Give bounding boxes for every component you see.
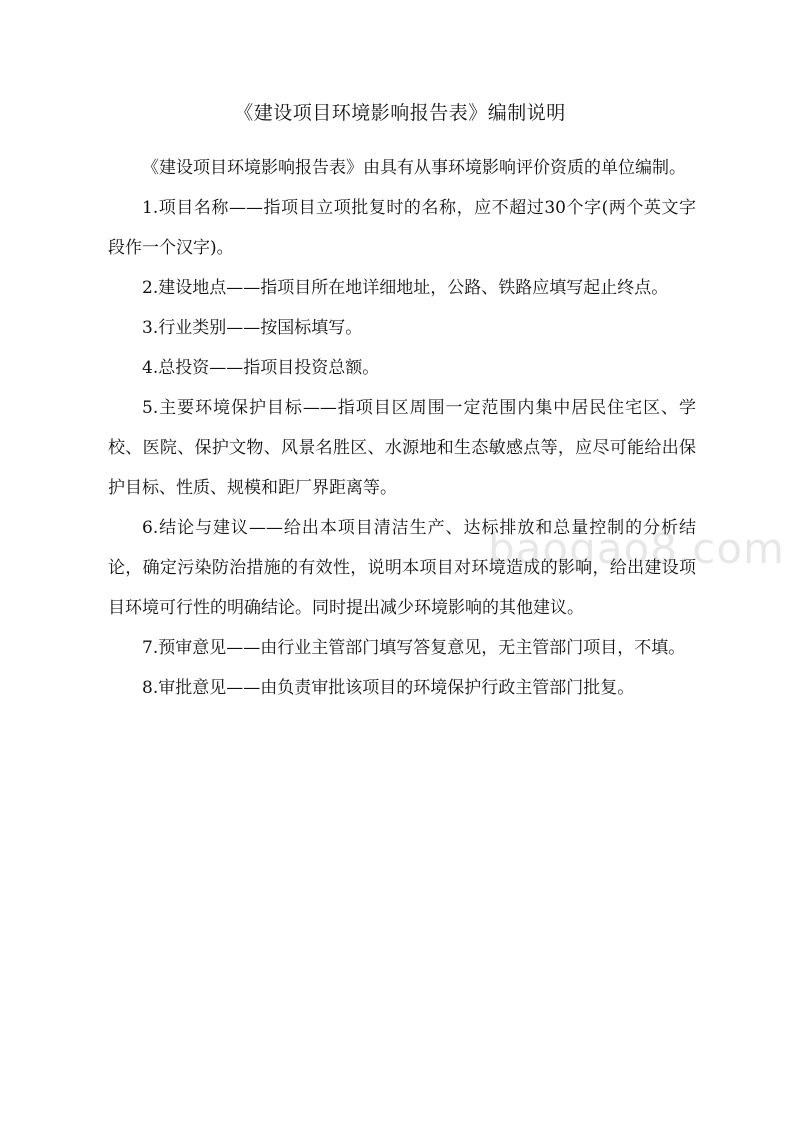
document-body xyxy=(108,148,696,708)
paragraph-item-8: 8.审批意见——由负责审批该项目的环境保护行政主管部门批复。 xyxy=(142,678,635,698)
paragraph-intro: 《建设项目环境影响报告表》由具有从事环境影响评价资质的单位编制。 xyxy=(142,158,686,178)
paragraph-item-1: 1.项目名称——指项目立项批复时的名称，应不超过30个字(两个英文字段作一个汉字)。 xyxy=(108,198,696,258)
paragraph-item-3: 3.行业类别——按国标填写。 xyxy=(142,318,363,338)
paragraph-item-6: 6.结论与建议——给出本项目清洁生产、达标排放和总量控制的分析结论，确定污染防治措施的有效性，说明本项目对环境造成的影响，给出建设项目环境可行性的明确结论。同时提出减少环境影响的其他建议。 xyxy=(108,518,696,618)
paragraph-item-5: 5.主要环境保护目标——指项目区周围一定范围内集中居民住宅区、学校、医院、保护文物、风景名胜区、水源地和生态敏感点等，应尽可能给出保护目标、性质、规模和距厂界距离等。 xyxy=(108,398,696,498)
paragraph-item-2: 2.建设地点——指项目所在地详细地址，公路、铁路应填写起止终点。 xyxy=(142,278,669,298)
paragraph-item-4: 4.总投资——指项目投资总额。 xyxy=(142,358,380,378)
document-title: 《建设项目环境影响报告表》编制说明 xyxy=(234,102,566,124)
paragraph-item-7: 7.预审意见——由行业主管部门填写答复意见，无主管部门项目，不填。 xyxy=(142,638,686,658)
watermark: baogao8.com xyxy=(488,524,785,573)
